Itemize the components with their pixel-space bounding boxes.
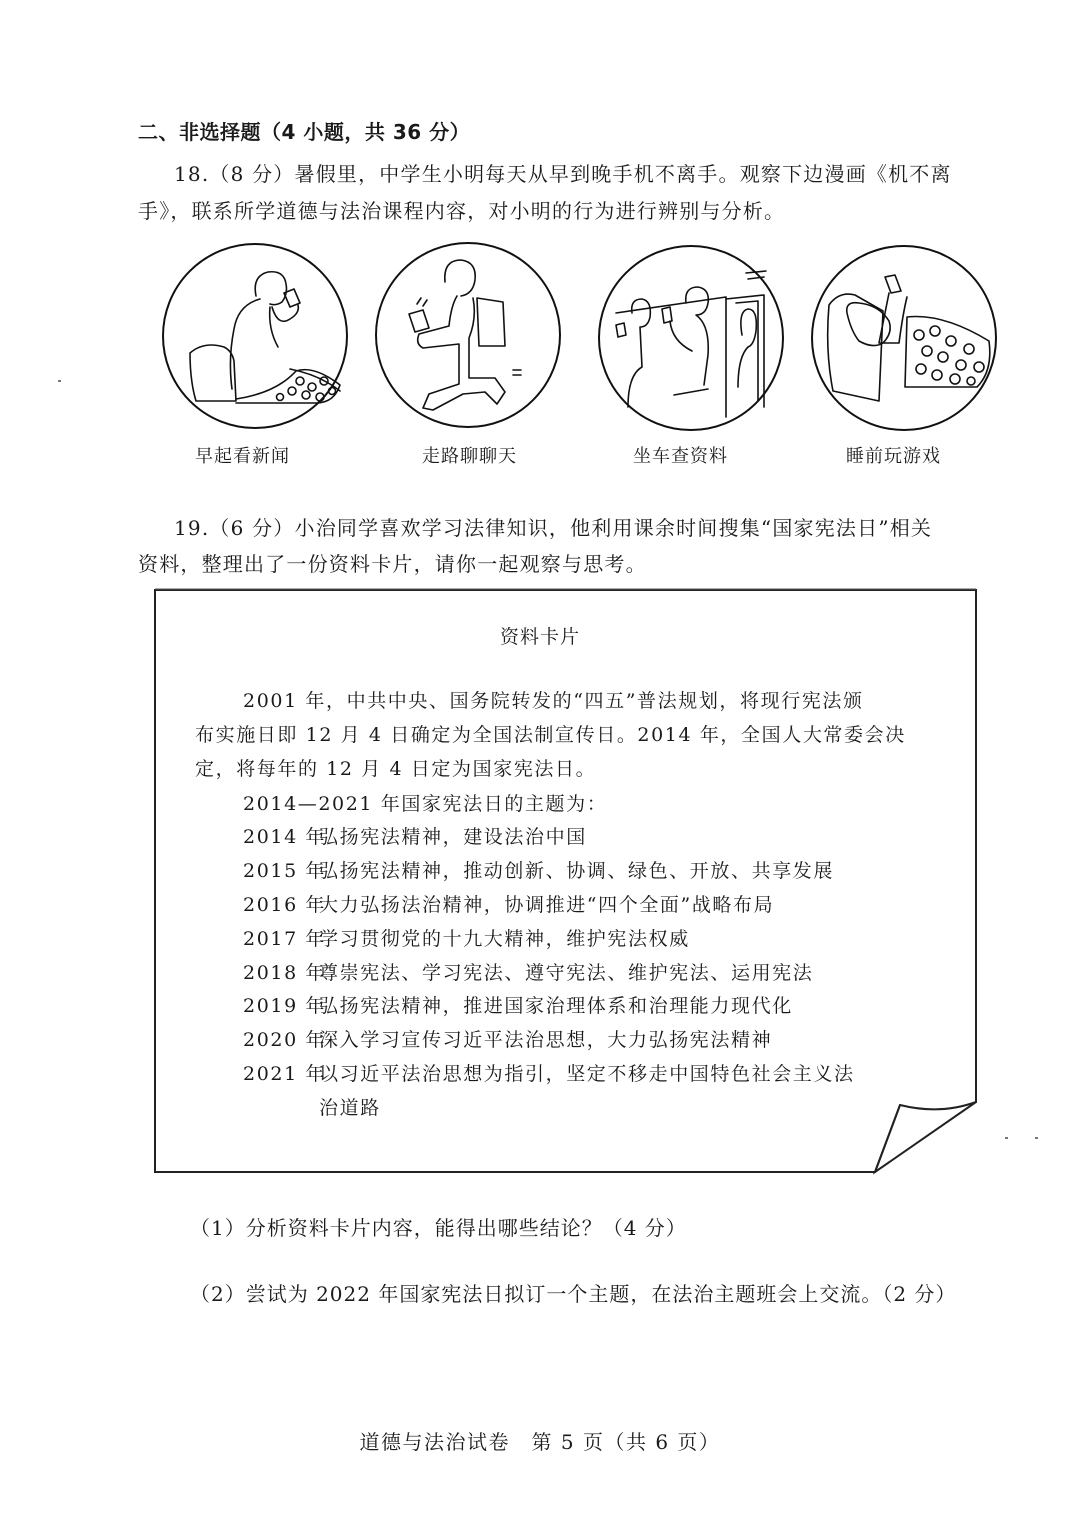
cartoon-panel-3	[596, 243, 786, 433]
theme-year: 2014 年	[243, 826, 326, 848]
theme-year: 2015 年	[243, 860, 326, 882]
person-sitting-in-bed-with-phone-icon	[160, 241, 350, 431]
cartoon-caption-1: 早起看新闻	[195, 446, 290, 467]
theme-year: 2019 年	[243, 995, 326, 1017]
theme-text: 尊崇宪法、学习宪法、遵守宪法、维护宪法、运用宪法	[319, 962, 814, 984]
theme-year: 2016 年	[243, 894, 326, 916]
person-walking-with-phone-icon	[373, 240, 563, 430]
theme-row	[243, 822, 587, 849]
people-on-bus-with-phones-icon	[596, 243, 786, 433]
cartoon-caption-2: 走路聊聊天	[422, 446, 517, 467]
cartoon-caption-3: 坐车查资料	[633, 446, 728, 467]
page-footer: 道德与法治试卷 第 5 页（共 6 页）	[359, 1430, 721, 1454]
cartoon-panel-1	[160, 241, 350, 431]
theme-row	[243, 1025, 772, 1052]
scan-speck	[1035, 1137, 1038, 1139]
theme-year: 2017 年	[243, 928, 326, 950]
scan-speck	[58, 380, 61, 382]
theme-text: 大力弘扬法治精神，协调推进“四个全面”战略布局	[319, 894, 775, 916]
theme-text: 弘扬宪法精神，推进国家治理体系和治理能力现代化	[319, 995, 793, 1017]
cartoon-panel-4	[809, 243, 999, 433]
question-19-text-line1: 19.（6 分）小治同学喜欢学习法律知识，他利用课余时间搜集“国家宪法日”相关	[174, 516, 933, 540]
theme-text: 弘扬宪法精神，建设法治中国	[319, 826, 587, 848]
question-18-text-line2: 手》，联系所学道德与法治课程内容，对小明的行为进行辨别与分析。	[138, 199, 786, 223]
theme-row	[243, 991, 793, 1018]
data-card-title: 资料卡片	[499, 626, 580, 648]
theme-text: 深入学习宣传习近平法治思想，大力弘扬宪法精神	[319, 1029, 773, 1051]
theme-row	[243, 1059, 855, 1086]
cartoon-caption-4: 睡前玩游戏	[846, 446, 941, 467]
theme-row	[243, 958, 813, 985]
question-18-text-line1: 18.（8 分）暑假里，中学生小明每天从早到晚手机不离手。观察下边漫画《机不离	[174, 162, 952, 186]
card-themes-heading: 2014—2021 年国家宪法日的主题为：	[243, 793, 608, 815]
theme-text-continuation: 治道路	[319, 1097, 381, 1119]
person-lying-in-bed-with-phone-icon	[809, 243, 999, 433]
theme-text: 弘扬宪法精神，推动创新、协调、绿色、开放、共享发展	[319, 860, 835, 882]
theme-row	[243, 924, 690, 951]
scan-speck	[1005, 1137, 1008, 1139]
theme-text: 学习贯彻党的十九大精神，维护宪法权威	[319, 928, 690, 950]
theme-year: 2021 年	[243, 1063, 326, 1085]
card-intro-line-2: 布实施日即 12 月 4 日确定为全国法制宣传日。2014 年，全国人大常委会决	[195, 724, 906, 746]
section-heading: 二、非选择题（4 小题，共 36 分）	[138, 120, 471, 144]
theme-row	[243, 856, 834, 883]
theme-row	[243, 890, 774, 917]
sub-question-2: （2）尝试为 2022 年国家宪法日拟订一个主题，在法治主题班会上交流。（2 分）	[190, 1282, 957, 1306]
card-intro-line-3: 定，将每年的 12 月 4 日定为国家宪法日。	[195, 758, 597, 780]
card-intro-line-1: 2001 年，中共中央、国务院转发的“四五”普法规划，将现行宪法颁	[243, 690, 864, 712]
cartoon-panel-2	[373, 240, 563, 430]
sub-question-1: （1）分析资料卡片内容，能得出哪些结论？（4 分）	[190, 1216, 687, 1240]
question-19-text-line2: 资料，整理出了一份资料卡片，请你一起观察与思考。	[138, 552, 647, 576]
theme-text: 以习近平法治思想为指引，坚定不移走中国特色社会主义法	[319, 1063, 855, 1085]
theme-year: 2018 年	[243, 962, 326, 984]
theme-year: 2020 年	[243, 1029, 326, 1051]
